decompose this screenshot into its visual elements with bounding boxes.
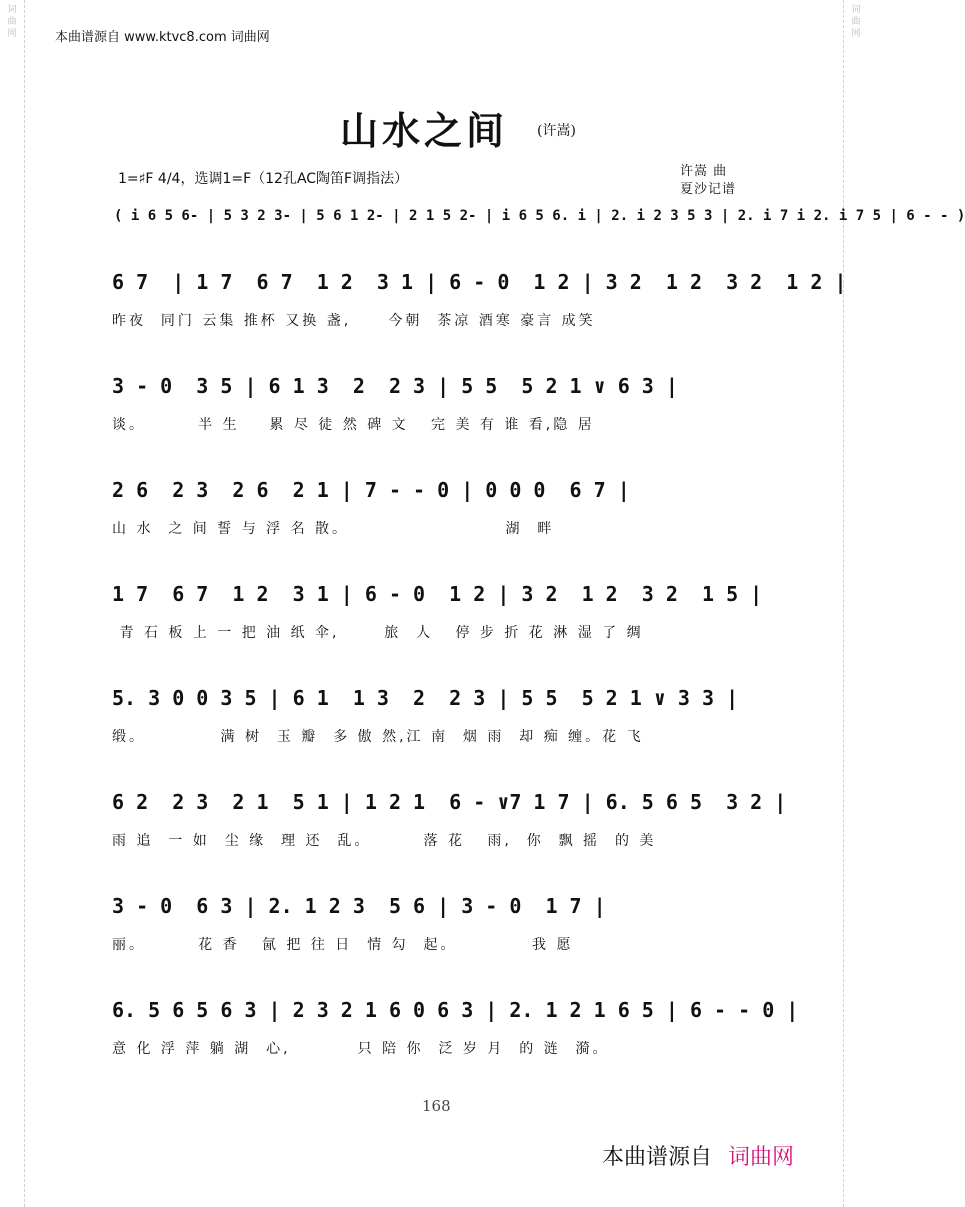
side-watermark-text: 词 曲 网	[7, 5, 17, 39]
staff-row-7	[112, 886, 752, 954]
staff-row-5	[112, 678, 752, 746]
lyrics-line: 丽。 花 香 氤 把 往 日 情 勾 起。 我 愿	[112, 937, 574, 953]
left-watermark-strip	[0, 0, 25, 1207]
notation-line: 6. 5 6 5 6 3 | 2 3 2 1 6 0 6 3 | 2. 1 2 1 6 5 | 6 - - 0 |	[112, 998, 799, 1022]
notation-line: 6 2 2 3 2 1 5 1 | 1 2 1 6 - ∨7 1 7 | 6. 5 6 5 3 2 |	[112, 790, 787, 814]
song-title: 山水之间	[340, 108, 509, 153]
notation-line: 3 - 0 6 3 | 2. 1 2 3 5 6 | 3 - 0 1 7 |	[112, 894, 606, 918]
page-number: 168	[422, 1097, 451, 1115]
lyrics-line: 青 石 板 上 一 把 油 纸 伞, 旅 人 停 步 折 花 淋 湿 了 绸	[112, 625, 644, 641]
lyrics-line: 雨 追 一 如 尘 缘 理 还 乱。 落 花 雨, 你 飘 摇 的 美	[112, 833, 657, 849]
staff-row-4	[112, 574, 763, 642]
lyrics-line: 缎。 满 树 玉 瓣 多 傲 然,江 南 烟 雨 却 痴 缠。花 飞	[112, 729, 644, 745]
source-note: 本曲谱源自 www.ktvc8.com 词曲网	[55, 30, 270, 45]
notation-line: 1 7 6 7 1 2 3 1 | 6 - 0 1 2 | 3 2 1 2 3 2 1 5 |	[112, 582, 763, 606]
footer-source	[602, 1140, 794, 1171]
lyrics-line: 意 化 浮 萍 躺 湖 心, 只 陪 你 泛 岁 月 的 涟 漪。	[112, 1041, 610, 1057]
lyrics-line: 谈。 半 生 累 尽 徒 然 碑 文 完 美 有 谁 看,隐 居	[112, 417, 595, 433]
staff-row-2	[112, 366, 752, 434]
side-watermark-text: 词 曲 网	[851, 5, 861, 39]
staff-row-1	[112, 262, 847, 330]
lyrics-line: 昨夜 同门 云集 推杯 又换 盏, 今朝 茶凉 酒寒 豪言 成笑	[112, 313, 596, 329]
staff-row-6	[112, 782, 787, 850]
notation-line: 3 - 0 3 5 | 6 1 3 2 2 3 | 5 5 5 2 1 ∨ 6 3 |	[112, 374, 678, 398]
singer-name: (许嵩)	[537, 123, 576, 139]
notation-line: 2 6 2 3 2 6 2 1 | 7 - - 0 | 0 0 0 6 7 |	[112, 478, 630, 502]
transcriber-credit: 夏沙记谱	[680, 182, 737, 197]
intro-line: ( i 6 5 6- | 5 3 2 3- | 5 6 1 2- | 2 1 5 2- | i 6 5 6. i | 2. i 2 3 5 3 | 2. i 7 i 2. i 7 5 | 6 - - )	[114, 208, 965, 224]
notation-line: 5. 3 0 0 3 5 | 6 1 1 3 2 2 3 | 5 5 5 2 1 ∨ 3 3 |	[112, 686, 739, 710]
footer-brand: 词曲网	[728, 1145, 795, 1170]
notation-line: 6 7 | 1 7 6 7 1 2 3 1 | 6 - 0 1 2 | 3 2 1 2 3 2 1 2 |	[112, 270, 847, 294]
footer-text: 本曲谱源自	[602, 1145, 713, 1170]
composer-credit: 许嵩 曲	[680, 164, 728, 179]
right-watermark-strip	[843, 0, 868, 1207]
lyrics-line: 山 水 之 间 誓 与 浮 名 散。 湖 畔	[112, 521, 555, 537]
staff-row-3	[112, 470, 752, 538]
staff-row-8	[112, 990, 799, 1058]
key-signature: 1=♯F 4/4，选调1=F（12孔AC陶笛F调指法）	[118, 171, 409, 187]
